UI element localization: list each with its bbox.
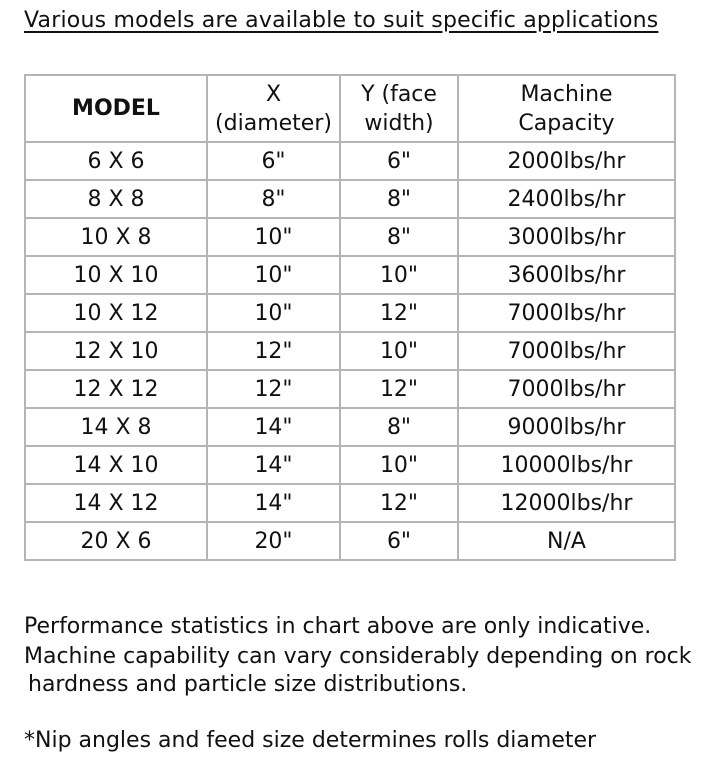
table-row	[25, 218, 675, 256]
table-row	[25, 332, 675, 370]
capacity-cell: 7000lbs/hr	[458, 294, 675, 332]
footnote-nip-angles: *Nip angles and feed size determines rolls diameter	[24, 728, 597, 753]
diameter-cell: 8"	[207, 180, 340, 218]
diameter-cell: 12"	[207, 332, 340, 370]
face-width-cell: 8"	[340, 218, 458, 256]
model-cell: 10 X 8	[25, 218, 207, 256]
face-width-cell: 12"	[340, 370, 458, 408]
capacity-header-line: Capacity	[518, 110, 615, 136]
model-cell: 20 X 6	[25, 522, 207, 560]
capacity-cell: 12000lbs/hr	[458, 484, 675, 522]
capacity-cell: 7000lbs/hr	[458, 332, 675, 370]
face-width-cell: 12"	[340, 484, 458, 522]
diameter-cell: 20"	[207, 522, 340, 560]
table-body	[25, 142, 675, 560]
table-row	[25, 522, 675, 560]
capacity-cell: 3000lbs/hr	[458, 218, 675, 256]
diameter-header-line: X	[265, 81, 282, 107]
capacity-cell: 9000lbs/hr	[458, 408, 675, 446]
diameter-header	[207, 75, 340, 142]
table-header	[25, 75, 675, 142]
diameter-header-line: (diameter)	[215, 110, 332, 136]
table-row	[25, 294, 675, 332]
face-width-cell: 8"	[340, 408, 458, 446]
note-capability: Machine capability can vary considerably depending on rock	[24, 644, 692, 669]
table-row	[25, 180, 675, 218]
capacity-cell: 7000lbs/hr	[458, 370, 675, 408]
capacity-cell: N/A	[458, 522, 675, 560]
face-width-cell: 10"	[340, 446, 458, 484]
diameter-cell: 10"	[207, 218, 340, 256]
model-cell: 12 X 10	[25, 332, 207, 370]
face-width-cell: 6"	[340, 522, 458, 560]
table-row	[25, 142, 675, 180]
capacity-header-line: Machine	[520, 81, 613, 107]
diameter-cell: 14"	[207, 446, 340, 484]
table-row	[25, 446, 675, 484]
face-width-header	[340, 75, 458, 142]
model-cell: 10 X 12	[25, 294, 207, 332]
capacity-header	[458, 75, 675, 142]
model-table	[24, 74, 676, 561]
diameter-cell: 10"	[207, 294, 340, 332]
model-header	[25, 75, 207, 142]
model-cell: 10 X 10	[25, 256, 207, 294]
table-row	[25, 484, 675, 522]
face-width-header-line: Y (face	[361, 81, 437, 107]
capacity-cell: 10000lbs/hr	[458, 446, 675, 484]
capacity-cell: 2000lbs/hr	[458, 142, 675, 180]
capacity-cell: 2400lbs/hr	[458, 180, 675, 218]
face-width-cell: 6"	[340, 142, 458, 180]
capacity-cell: 3600lbs/hr	[458, 256, 675, 294]
face-width-header-line: width)	[364, 110, 434, 136]
model-header-line: MODEL	[72, 96, 160, 121]
face-width-cell: 12"	[340, 294, 458, 332]
diameter-cell: 14"	[207, 408, 340, 446]
face-width-cell: 10"	[340, 256, 458, 294]
diameter-cell: 14"	[207, 484, 340, 522]
model-cell: 14 X 10	[25, 446, 207, 484]
diameter-cell: 12"	[207, 370, 340, 408]
model-cell: 8 X 8	[25, 180, 207, 218]
notes	[24, 612, 692, 756]
model-cell: 6 X 6	[25, 142, 207, 180]
table-row	[25, 408, 675, 446]
model-cell: 12 X 12	[25, 370, 207, 408]
model-cell: 14 X 8	[25, 408, 207, 446]
table-row	[25, 370, 675, 408]
face-width-cell: 10"	[340, 332, 458, 370]
page-heading: Various models are available to suit specific applications	[24, 8, 659, 33]
face-width-cell: 8"	[340, 180, 458, 218]
table-row	[25, 256, 675, 294]
header-row	[25, 75, 675, 142]
diameter-cell: 10"	[207, 256, 340, 294]
note-capability-cont: hardness and particle size distributions.	[28, 672, 468, 697]
diameter-cell: 6"	[207, 142, 340, 180]
model-cell: 14 X 12	[25, 484, 207, 522]
note-indicative: Performance statistics in chart above are only indicative.	[24, 614, 652, 639]
